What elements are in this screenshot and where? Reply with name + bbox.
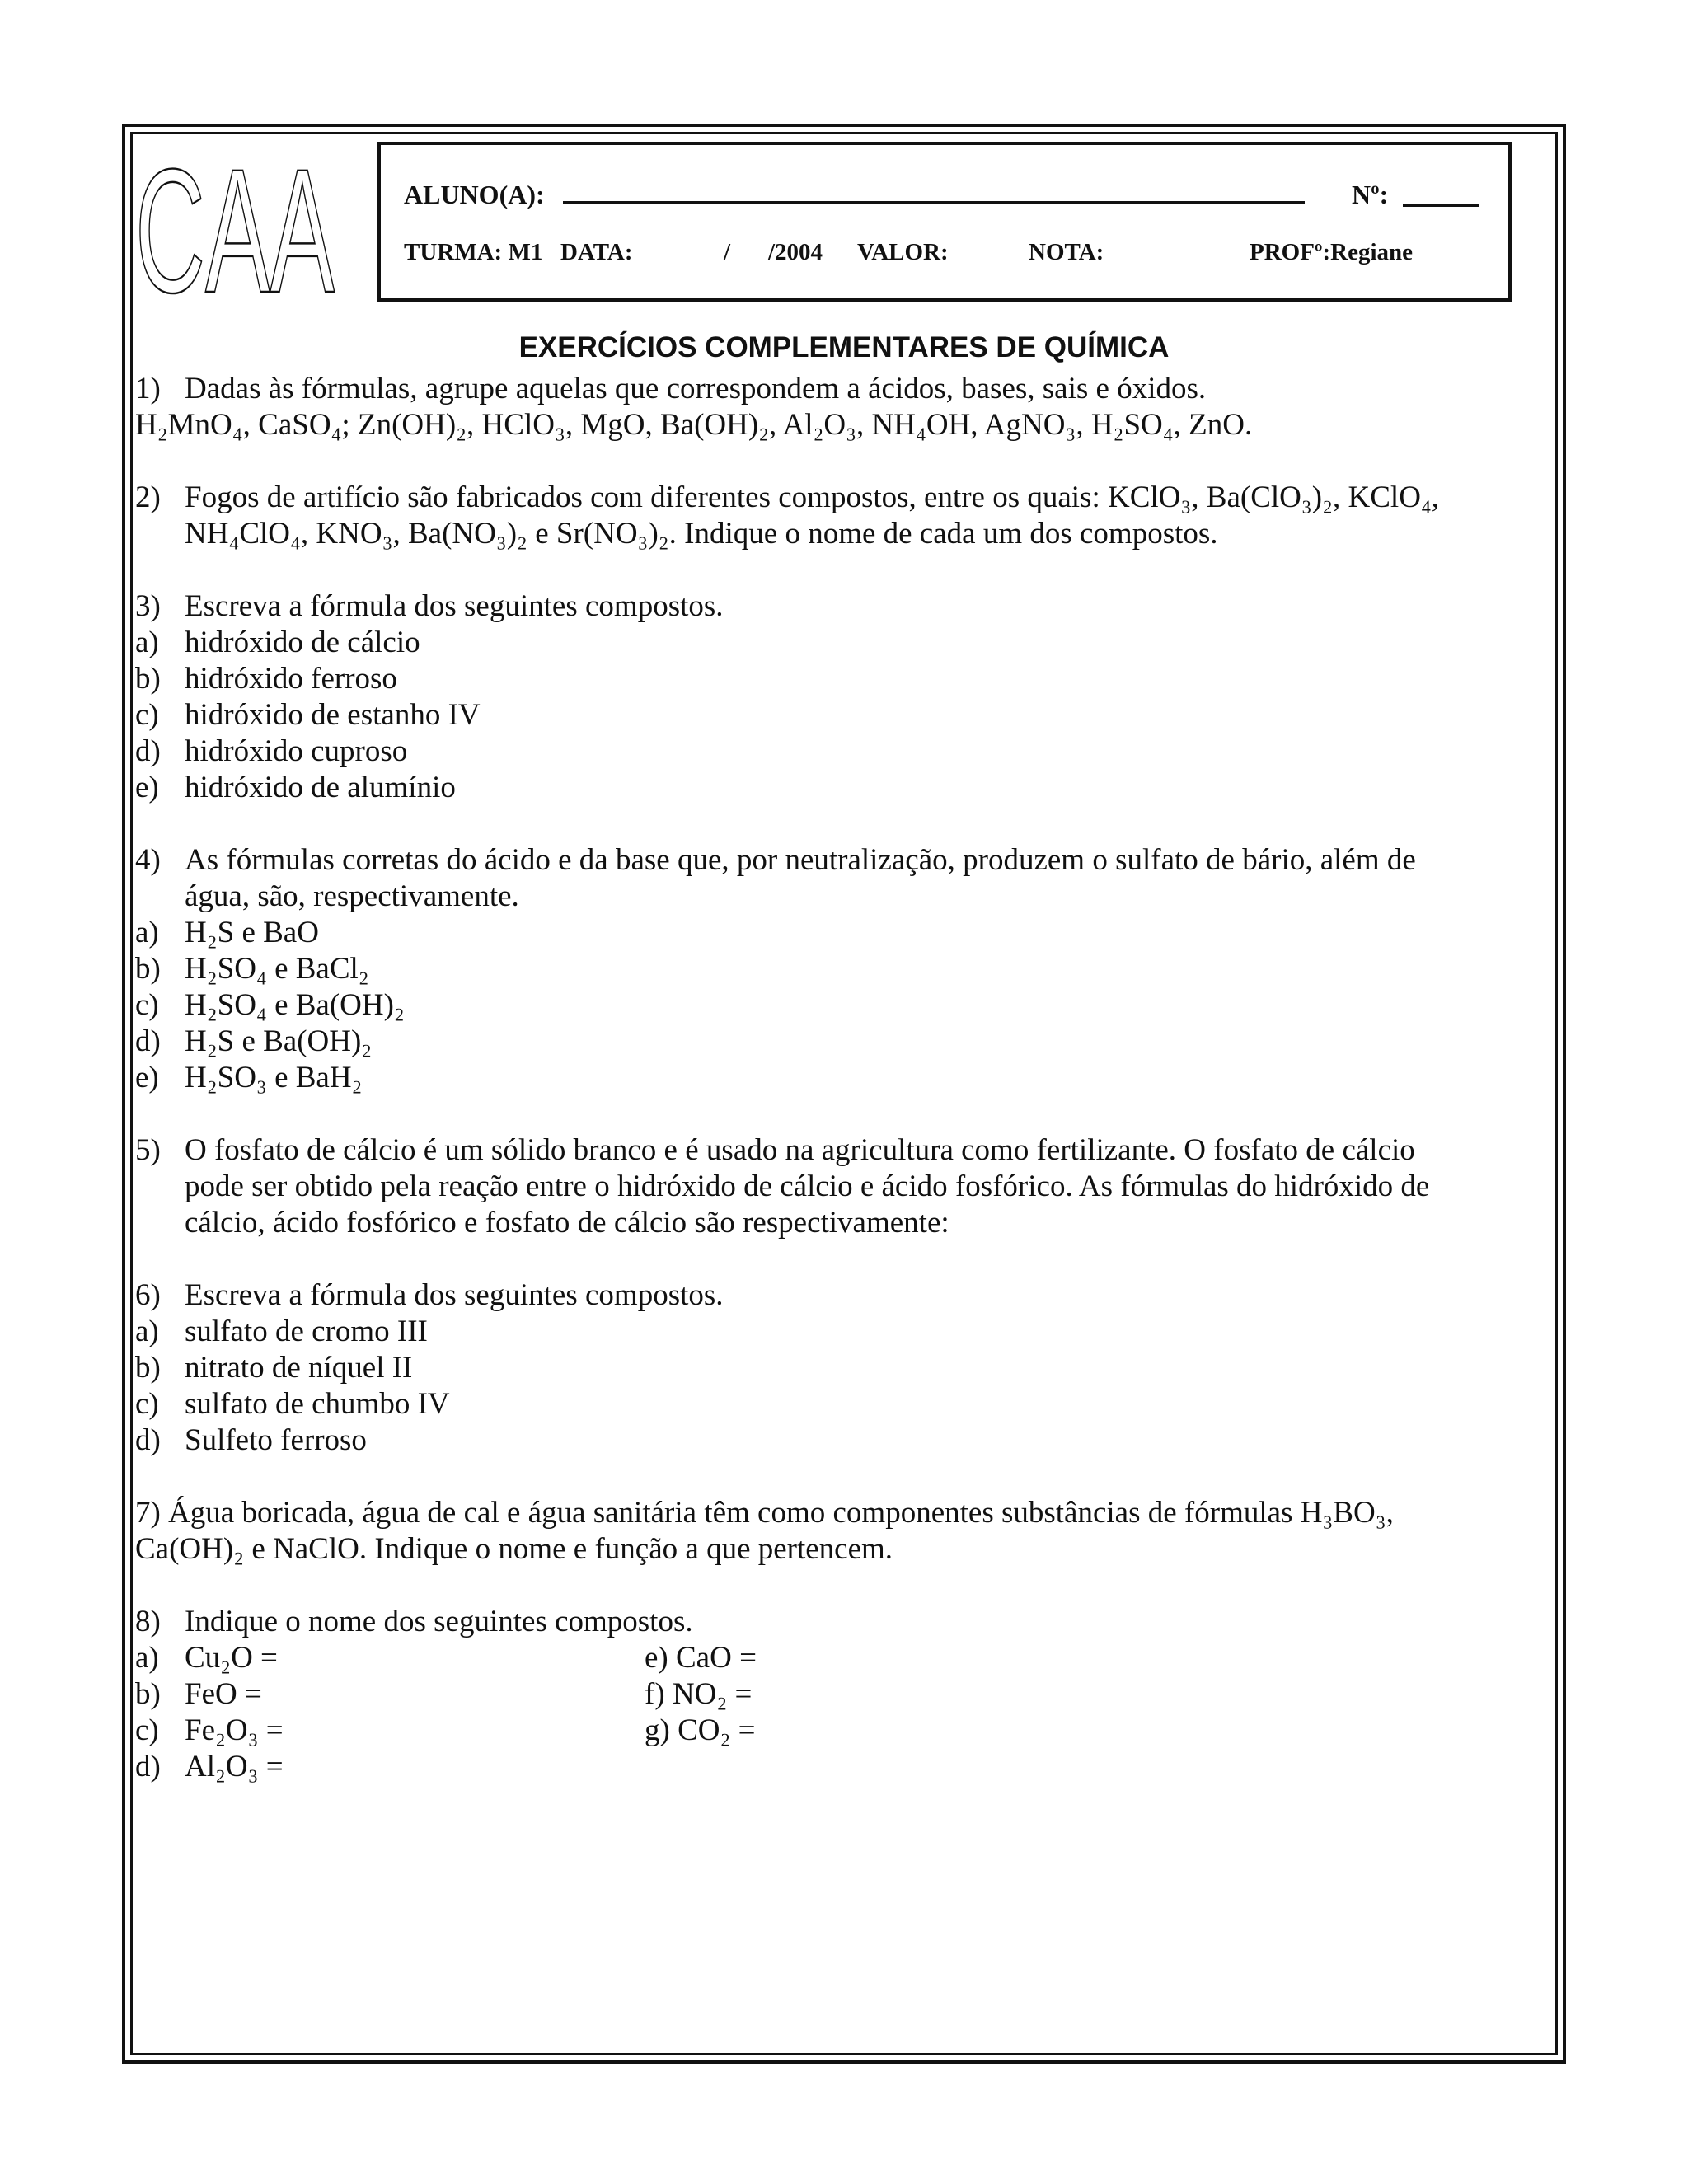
student-header-box (377, 142, 1512, 302)
list-item (135, 1386, 1550, 1422)
question-number: 8) (135, 1605, 161, 1638)
list-item (135, 1749, 1550, 1785)
list-item (135, 1060, 1550, 1096)
item-text: H₂SO₄ e BaCl₂ (185, 952, 369, 986)
item-label: a) (135, 916, 159, 949)
list-item (135, 915, 1550, 951)
question-number: 4) (135, 843, 161, 877)
item-label: e) (135, 771, 159, 804)
question-text: Dadas às fórmulas, agrupe aquelas que correspondem a ácidos, bases, sais e óxidos. (185, 372, 1207, 405)
caa-logo-text: CAA (135, 133, 335, 300)
question-number: 2) (135, 480, 161, 514)
item-text: H₂SO₄ e Ba(OH)₂ (185, 988, 405, 1022)
worksheet-content (135, 371, 1550, 1785)
list-item (135, 625, 1550, 661)
question-2 (135, 480, 1550, 516)
item-label: c) (135, 1387, 159, 1421)
item-text: H₂SO₃ e BaH₂ (185, 1061, 363, 1094)
list-item (135, 1024, 1550, 1060)
question-7-cont (135, 1531, 1550, 1568)
question-5 (135, 1132, 1550, 1169)
item-text-right: g) CO₂ = (645, 1713, 756, 1747)
item-text-right: e) CaO = (645, 1641, 757, 1675)
question-7 (135, 1495, 1550, 1531)
data-label: DATA: (560, 239, 633, 265)
question-2-cont (135, 516, 1550, 552)
item-label: b) (135, 1677, 161, 1711)
list-item (135, 987, 1550, 1024)
list-item (135, 770, 1550, 806)
item-text: Sulfeto ferroso (185, 1423, 367, 1457)
item-label: e) (135, 1061, 159, 1094)
item-text: H₂S e BaO (185, 916, 319, 949)
question-text: Indique o nome dos seguintes compostos. (185, 1605, 693, 1638)
item-label: d) (135, 1024, 161, 1058)
item-label: d) (135, 734, 161, 768)
list-item (135, 1314, 1550, 1350)
item-label: c) (135, 1713, 159, 1747)
question-4 (135, 842, 1550, 879)
aluno-name-field[interactable] (563, 180, 1305, 204)
question-text: água, são, respectivamente. (185, 879, 519, 913)
question-text: Fogos de artifício são fabricados com diferentes compostos, entre os quais: KClO₃, Ba(ClO₃)₂, KClO₄, (185, 480, 1440, 514)
header-row-student (404, 180, 1475, 210)
item-text: hidróxido de cálcio (185, 626, 420, 659)
list-item (135, 1350, 1550, 1386)
question-4-cont (135, 879, 1550, 915)
question-6 (135, 1277, 1550, 1314)
list-item (135, 733, 1550, 770)
question-text: O fosfato de cálcio é um sólido branco e é usado na agricultura como fertilizante. O fosfato de cálcio (185, 1133, 1415, 1167)
item-text: hidróxido de alumínio (185, 771, 456, 804)
question-text: Ca(OH)₂ e NaClO. Indique o nome e função a que pertencem. (135, 1532, 893, 1566)
item-text: hidróxido de estanho IV (185, 698, 481, 732)
question-number: 3) (135, 589, 161, 623)
question-8 (135, 1604, 1550, 1640)
numero-label: Nº: (1352, 180, 1389, 209)
list-item (135, 1640, 1550, 1676)
question-text: 7) Água boricada, água de cal e água sanitária têm como componentes substâncias de fórmulas H₃BO₃, (135, 1496, 1394, 1530)
item-text: nitrato de níquel II (185, 1351, 413, 1385)
item-label: b) (135, 1351, 161, 1385)
numero-field[interactable] (1403, 183, 1479, 207)
turma-label: TURMA: M1 (404, 239, 543, 265)
item-label: b) (135, 662, 161, 696)
item-text: Fe₂O₃ = (185, 1713, 284, 1747)
question-text: cálcio, ácido fosfórico e fosfato de cálcio são respectivamente: (185, 1206, 950, 1240)
item-text: hidróxido ferroso (185, 662, 397, 696)
question-5-cont (135, 1205, 1550, 1241)
question-text: Escreva a fórmula dos seguintes compostos. (185, 1278, 724, 1312)
date-year: /2004 (768, 239, 823, 265)
question-number: 5) (135, 1133, 161, 1167)
item-label: d) (135, 1750, 161, 1783)
item-text: Cu₂O = (185, 1641, 278, 1675)
question-text: As fórmulas corretas do ácido e da base que, por neutralização, produzem o sulfato de bário, além de (185, 843, 1416, 877)
item-label: c) (135, 698, 159, 732)
aluno-label: ALUNO(A): (404, 180, 545, 209)
item-label: a) (135, 1315, 159, 1348)
item-label: d) (135, 1423, 161, 1457)
list-item (135, 697, 1550, 733)
question-3 (135, 588, 1550, 625)
question-1 (135, 371, 1550, 407)
question-text: pode ser obtido pela reação entre o hidróxido de cálcio e ácido fosfórico. As fórmulas do hidróxido de (185, 1169, 1430, 1203)
item-label: c) (135, 988, 159, 1022)
item-text: sulfato de chumbo IV (185, 1387, 450, 1421)
question-text: NH₄ClO₄, KNO₃, Ba(NO₃)₂ e Sr(NO₃)₂. Indique o nome de cada um dos compostos. (185, 517, 1218, 551)
item-text: sulfato de cromo III (185, 1315, 428, 1348)
question-number: 1) (135, 372, 161, 405)
question-number: 6) (135, 1278, 161, 1312)
question-5-cont (135, 1169, 1550, 1205)
item-label: a) (135, 626, 159, 659)
worksheet-title: EXERCÍCIOS COMPLEMENTARES DE QUÍMICA (518, 331, 1170, 363)
valor-label: VALOR: (857, 239, 949, 265)
list-item (135, 661, 1550, 697)
item-label: b) (135, 952, 161, 986)
prof-label: PROFº:Regiane (1250, 239, 1414, 265)
question-text: Escreva a fórmula dos seguintes compostos. (185, 589, 724, 623)
item-text: FeO = (185, 1677, 262, 1711)
question-1-formulas (135, 407, 1550, 443)
nota-label: NOTA: (1029, 239, 1104, 265)
list-item (135, 1676, 1550, 1713)
item-label: a) (135, 1641, 159, 1675)
item-text: H₂S e Ba(OH)₂ (185, 1024, 373, 1058)
list-item (135, 1422, 1550, 1459)
list-item (135, 1713, 1550, 1749)
list-item (135, 951, 1550, 987)
item-text-right: f) NO₂ = (645, 1677, 753, 1711)
item-text: hidróxido cuproso (185, 734, 408, 768)
caa-logo (132, 130, 338, 300)
formula-list: H₂MnO₄, CaSO₄; Zn(OH)₂, HClO₃, MgO, Ba(OH)₂, Al₂O₃, NH₄OH, AgNO₃, H₂SO₄, ZnO. (135, 408, 1253, 442)
date-slash: / (724, 239, 731, 265)
item-text: Al₂O₃ = (185, 1750, 284, 1783)
